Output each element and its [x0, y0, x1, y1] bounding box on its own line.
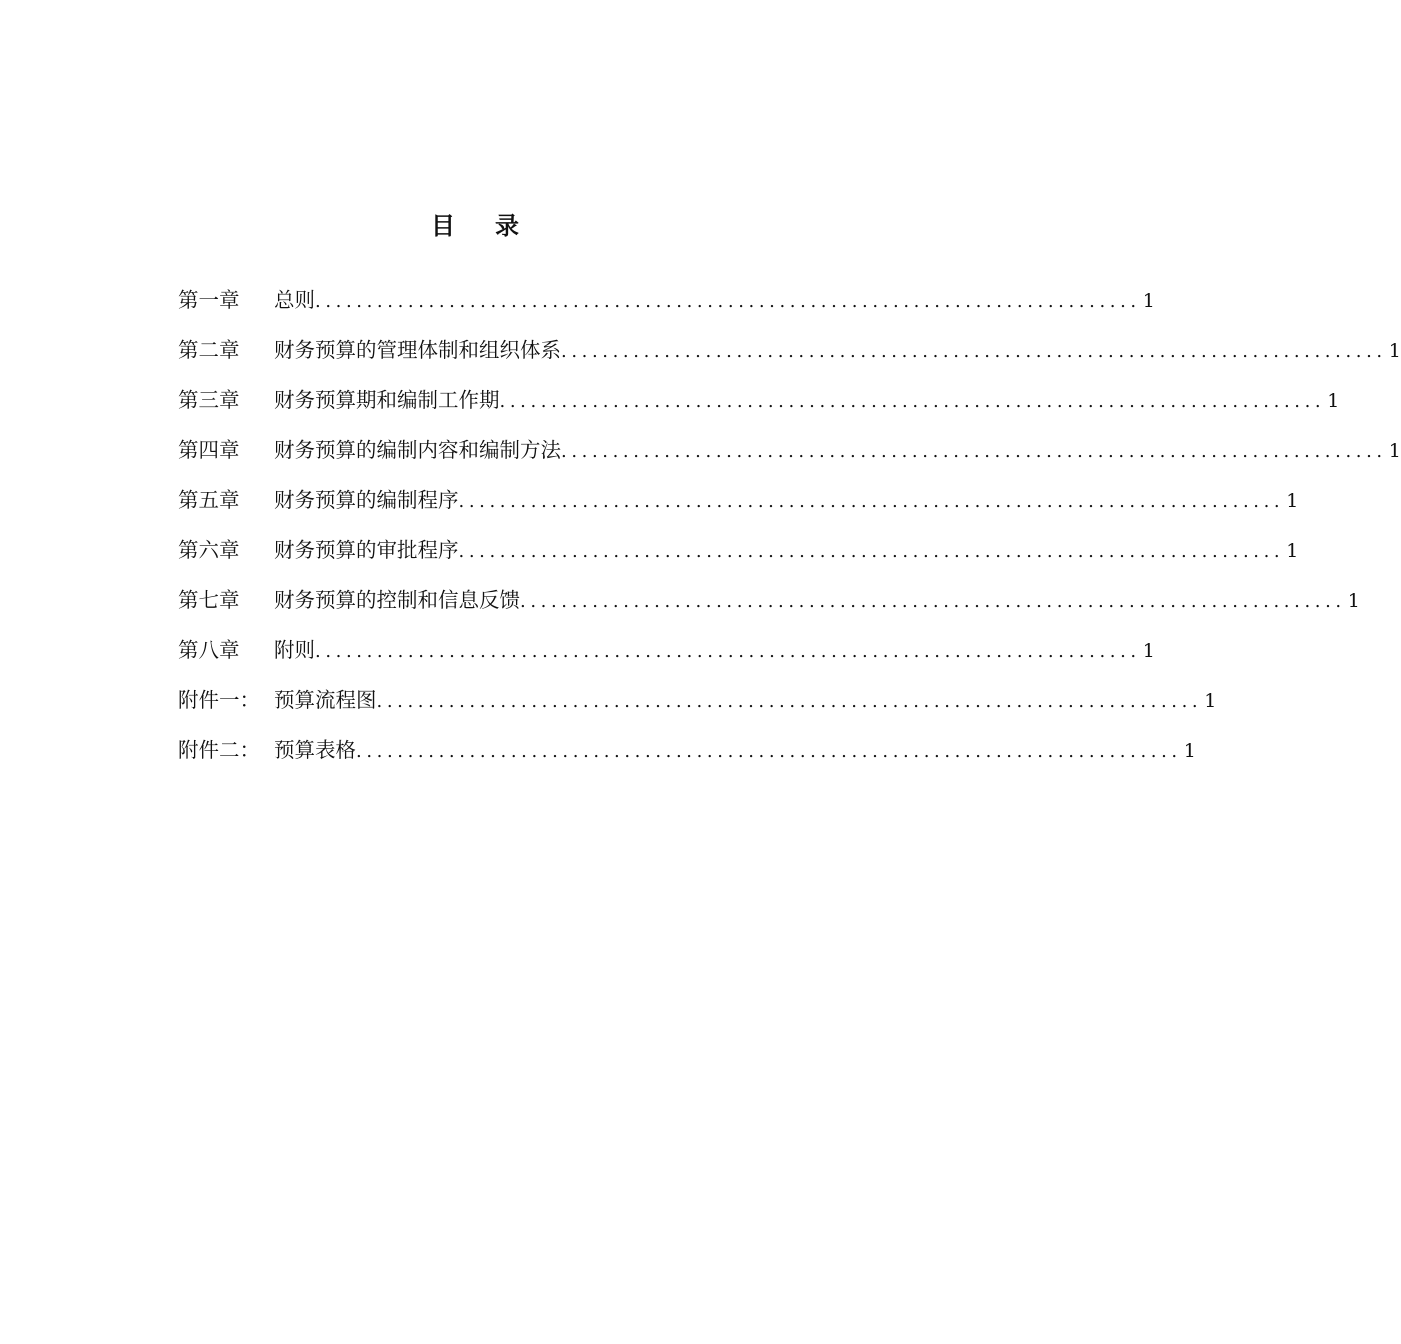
toc-entry-chapter-4[interactable] [178, 430, 1401, 480]
toc-entry-page: 1 [1286, 540, 1299, 562]
toc-entry-label: 第七章 [178, 588, 240, 612]
toc-dot-leader: ................................................................................ [315, 641, 1141, 662]
toc-entry-page: 1 [1347, 590, 1360, 612]
toc-entry-page: 1 [1142, 290, 1155, 312]
toc-entry-title: 总则 [274, 288, 315, 312]
toc-dot-leader: ................................................................................ [499, 391, 1326, 412]
toc-entry-chapter-7[interactable] [178, 580, 1360, 630]
toc-entry-page: 1 [1286, 490, 1299, 512]
toc-entry-title: 财务预算的控制和信息反馈 [274, 588, 520, 612]
toc-dot-leader: ................................................................................ [561, 341, 1387, 362]
toc-entry-label: 第八章 [178, 638, 240, 662]
toc-entry-appendix-1[interactable] [178, 680, 1217, 730]
toc-entry-page: 1 [1142, 640, 1155, 662]
toc-dot-leader: ................................................................................ [356, 741, 1182, 762]
toc-entry-chapter-2[interactable] [178, 330, 1401, 380]
toc-entry-page: 1 [1388, 440, 1401, 462]
toc-entry-chapter-3[interactable] [178, 380, 1340, 430]
toc-dot-leader: ................................................................................ [376, 691, 1203, 712]
toc-entry-label: 附件二： [178, 738, 260, 762]
toc-dot-leader: ................................................................................ [561, 441, 1387, 462]
toc-entry-chapter-1[interactable] [178, 280, 1155, 330]
toc-entry-title: 财务预算的编制内容和编制方法 [274, 438, 561, 462]
toc-entry-title: 财务预算期和编制工作期 [274, 388, 500, 412]
title-char-2: 录 [495, 211, 519, 240]
page-title [0, 206, 950, 246]
toc-dot-leader: ................................................................................ [458, 491, 1285, 512]
toc-entry-chapter-6[interactable] [178, 530, 1299, 580]
toc-entry-title: 预算表格 [274, 738, 356, 762]
toc-entry-title: 预算流程图 [274, 688, 377, 712]
toc-entry-title: 财务预算的审批程序 [274, 538, 459, 562]
toc-entry-label: 第二章 [178, 338, 240, 362]
toc-entry-label: 第六章 [178, 538, 240, 562]
toc-entry-label: 第三章 [178, 388, 240, 412]
toc-dot-leader: ................................................................................ [458, 541, 1285, 562]
toc-entry-title: 财务预算的编制程序 [274, 488, 459, 512]
toc-entry-label: 第四章 [178, 438, 240, 462]
toc-dot-leader: ................................................................................ [520, 591, 1346, 612]
toc-entry-label: 第五章 [178, 488, 240, 512]
toc-dot-leader: ................................................................................ [315, 291, 1141, 312]
toc-entry-page: 1 [1388, 340, 1401, 362]
toc-entry-appendix-2[interactable] [178, 730, 1196, 780]
toc-entry-chapter-5[interactable] [178, 480, 1299, 530]
toc-entry-title: 财务预算的管理体制和组织体系 [274, 338, 561, 362]
toc-entry-page: 1 [1204, 690, 1217, 712]
toc-entry-page: 1 [1327, 390, 1340, 412]
toc-entry-page: 1 [1183, 740, 1196, 762]
toc-entry-chapter-8[interactable] [178, 630, 1155, 680]
toc-entry-label: 第一章 [178, 288, 240, 312]
title-char-1: 目 [431, 211, 455, 240]
toc-entry-title: 附则 [274, 638, 315, 662]
table-of-contents [178, 280, 1401, 780]
toc-entry-label: 附件一： [178, 688, 260, 712]
